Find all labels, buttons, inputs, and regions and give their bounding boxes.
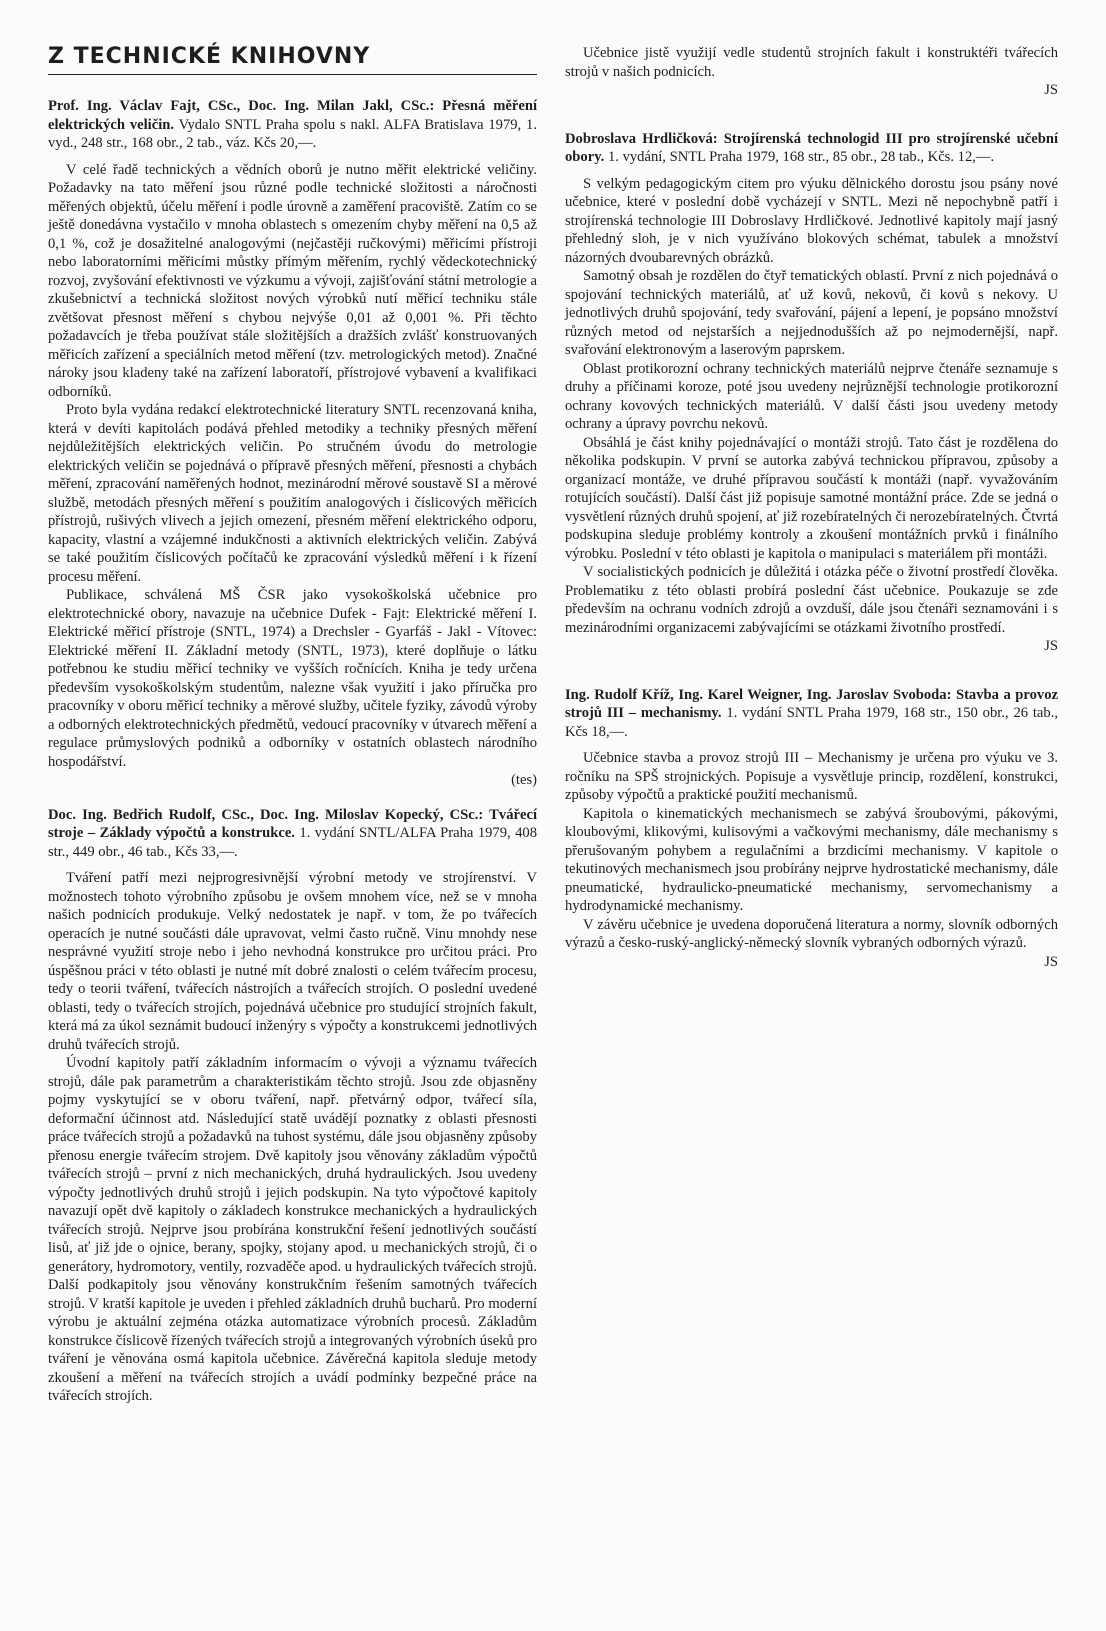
review-4-citation: [565, 686, 1058, 742]
section-heading: Z TECHNICKÉ KNIHOVNY: [48, 44, 537, 75]
review-4-paragraph-1: Učebnice stavba a provoz strojů III – Mechanismy je určena pro výuku ve 3. ročníku na SPŠ strojnických. Popisuje a vysvětluje princip, rozdělení, konstrukci, způsoby výpočtů a praktické použití mechanismů.: [565, 750, 1058, 803]
review-1-citation-publication: Vydalo SNTL Praha spolu s nakl. ALFA Bratislava 1979, 1. vyd., 248 str., 168 obr., 2 tab., váz. Kčs 20,—.: [48, 116, 537, 151]
review-1-paragraph-1: V celé řadě technických a vědních oborů je nutno měřit elektrické veličiny. Požadavky na tato měření jsou různé podle technické složitosti a náročnosti měřených objektů, účelu měření i podle úrovně a zaměření pracoviště. Zatím co se ještě donedávna vystačilo v mnoha oblastech s omezením chyby měření na 0,5 až 0,1 %, což je dosažitelné analogovými (nejčastěji ručkovými) měřicími přístroji nebo laboratorními měřicími můstky přímým měřením, rychlý vědeckotechnický rozvoj, zvyšování efektivnosti ve výzkumu a vývoji, zajišťování státní metrologie a zkušebnictví a technická složitost nových výrobků nutí měřicí techniku stále zvětšovat přesnost měření s chybou nejvýše 0,01 až 0,001 %. Při těchto požadavcích je třeba používat stále složitějších a dražších zvlášť konstruovaných měřicích zařízení a speciálních metod měření (tzv. metrologických metod). Značné nároky jsou kladeny také na zařízení laboratoří, přístrojové vybavení a kvalifikaci odborníků.: [48, 161, 537, 400]
review-4-citation-authors-title: Ing. Rudolf Kříž, Ing. Karel Weigner, Ing. Jaroslav Svoboda: Stavba a provoz strojů III – mechanismy.: [565, 686, 1058, 721]
review-4-signature: JS: [1044, 953, 1058, 970]
review-2-paragraph-2: Úvodní kapitoly patří základním informacím o vývoji a významu tvářecích strojů, dále pak parametrům a charakteristikám těchto strojů. Jsou zde objasněny pojmy vyskytující se v oboru tváření, např. přetvárný odpor, tvářecí síla, deformační účinnost atd. Následující statě uvádějí poznatky z oblasti přesnosti práce tvářecích strojů a požadavků na tuhost systému, dále jsou objasněny způsoby přenosu energie tvářecím strojem. Dvě kapitoly jsou věnovány základům výpočtů tvářecích strojů – první z nich mechanických, druhá hydraulických. Jsou uvedeny výpočty jednotlivých druhů strojů i jejich podskupin. Na tyto výpočtové kapitoly navazují opět dvě kapitoly o základech konstrukce mechanických a hydraulických tvářecích strojů. Nejprve jsou probírána konstrukční řešení jednotlivých součástí lisů, ať již jde o ojnice, berany, spojky, stojany apod. u mechanických strojů, či o generátory, hydromotory, ventily, rozvaděče apod. u hydraulických tvářecích strojů. Další podkapitoly jsou věnovány konstrukčním řešením samotných tvářecích strojů. V kratší kapitole je uveden i přehled základních druhů bucharů. Pro moderní výrobu je aktuální zejména otázka automatizace výrobních procesů. Základům konstrukce číslicově řízených tvářecích strojů a integrovaných výrobních úseků pro tváření je věnována osmá kapitola učebnice. Závěrečná kapitola sleduje metody zkoušení a měření na tvářecích strojích a uvádí podmínky bezpečné práce na tvářecích strojích.: [48, 1055, 537, 1404]
review-3-paragraph-2: Samotný obsah je rozdělen do čtyř tematických oblastí. První z nich pojednává o spojování technických materiálů, ať už kovů, nekovů, či kovů s nekovy. U jednotlivých druhů spojování, tedy svařování, pájení a lepení, je popsáno množství různých metod od nejstarších a nejjednodušších až po nejmodernější, např. svařování elektronovým a laserovým paprskem.: [565, 268, 1058, 358]
review-3-paragraph-1: S velkým pedagogickým citem pro výuku dělnického dorostu jsou psány nové učebnice, které v poslední době vycházejí v SNTL. Mezi ně nepochybně patří i strojírenská technologie III Dobroslavy Hrdličkové. Jednotlivé kapitoly mají jasný přehledný sloh, je v nich využíváno blokových schémat, tabulek a množství názorných dvoubarevných obrázků.: [565, 175, 1058, 266]
review-3-citation-publication: 1. vydání, SNTL Praha 1979, 168 str., 85 obr., 28 tab., Kčs. 12,—.: [604, 149, 995, 165]
review-2-citation: [48, 806, 537, 862]
review-4-paragraph-3: V závěru učebnice je uvedena doporučená literatura a normy, slovník odborných výrazů a česko-ruský-anglický-německý slovník vybraných odborných výrazů.: [565, 916, 1058, 951]
review-1-signature: (tes): [511, 772, 537, 788]
review-4-citation-publication: 1. vydání SNTL Praha 1979, 168 str., 150 obr., 26 tab., Kčs 18,—.: [565, 705, 1058, 740]
left-column: [48, 44, 537, 1611]
review-3-paragraph-5: V socialistických podnicích je důležitá i otázka péče o životní prostředí člověka. Problematiku z této oblasti probírá poslední část učebnice. Poukazuje se zde především na ochranu vodních zdrojů a ovzduší, dále jsou čtenáři seznamováni i s mezinárodními organizacemi zabývajícími se otázkami životního prostředí.: [565, 564, 1058, 636]
review-2-paragraph-1: Tváření patří mezi nejprogresivnější výrobní metody ve strojírenství. V možnostech tohoto výrobního způsobu je ovšem mnohem více, než se v mnoha našich podnicích produkuje. Velký nedostatek je např. v tom, že po tvářecích operacích je nutné součásti dále upravovat, velmi často ručně. Vinu mnohdy nese nesprávné využití stroje nebo i jeho nevhodná konstrukce pro určitou práci. Pro úspěšnou práci v této oblasti je nutné mít dobré znalosti o celém tvářecím procesu, tedy o teorii tváření, tvářecích nástrojích a tvářecích strojích. O poslední uvedené oblasti, tedy o tvářecích strojích, pojednává učebnice pro studující strojních fakult, která má za úkol seznámit budoucí inženýry s výpočty a konstrukcemi jednotlivých druhů tvářecích strojů.: [48, 870, 537, 1053]
review-1-citation-authors-title: Prof. Ing. Václav Fajt, CSc., Doc. Ing. Milan Jakl, CSc.: Přesná měření elektrických veličin.: [48, 98, 537, 133]
review-1-citation: [48, 97, 537, 153]
review-3-paragraph-4: Obsáhlá je část knihy pojednávající o montáži strojů. Tato část je rozdělena do několika podskupin. V první se autorka zabývá technickou přípravou, způsoby a organizací montáže, ve druhé přípravou součástí k montáži (např. vyvažováním rotujících součástí). Další část již popisuje samotné montážní práce. Zde se jedná o vysvětlení různých druhů spojení, ať již rozebíratelných či nerozebíratelných. Čtvrtá podskupina sleduje problémy kontroly a zkoušení montážních prvků i finálního výrobku. Poslední v této oblasti je kapitola o manipulaci s materiálem při montáži.: [565, 434, 1058, 562]
right-column: [565, 44, 1058, 1611]
review-4-paragraph-2: Kapitola o kinematických mechanismech se zabývá šroubovými, pákovými, kloubovými, klikovými, kulisovými a vačkovými mechanismy, dále mechanismy s přerušovaným pohybem a regulačními a brzdicími mechanismy. V kapitole o tekutinových mechanismech jsou probírány nejprve hydrostatické mechanismy, dále pneumatické, hydraulicko-pneumatické mechanismy, servomechanismy a hydrodynamické mechanismy.: [565, 805, 1058, 914]
review-1-paragraph-2: Proto byla vydána redakcí elektrotechnické literatury SNTL recenzovaná kniha, která v devíti kapitolách podává přehled metodiky a techniky přesných měření nejdůležitějších elektrických veličin. Po stručném úvodu do metrologie elektrických veličin se pojednává o přípravě přesných měření, přesnosti a chybách měření, zpracování naměřených hodnot, mezinárodní měrové soustavě SI a měrové službě, metodách přesných měření s použitím analogových i číslicových měřicích přístrojů, rušivých vlivech a jejich omezení, přesném měření elektrického odporu, kapacity, vlastní a vzájemné indukčnosti a aktivních elektrických veličin. Zabývá se také použitím číslicových počítačů ke zpracování výsledků měření i k řízení procesu měření.: [48, 402, 537, 585]
review-2-signature: JS: [1044, 82, 1058, 98]
review-1-paragraph-3: Publikace, schválená MŠ ČSR jako vysokoškolská učebnice pro elektrotechnické obory, navazuje na učebnice Dufek - Fajt: Elektrické měření I. Elektrické měřicí přístroje (SNTL, 1974) a Drechsler - Gyarfáš - Jakl - Vítovec: Elektrické měření II. Základní metody (SNTL, 1973), které doplňuje o látku potřebnou ke studiu měřicí techniky ve vyšších ročnících. Kniha je tedy určena především vysokoškolským studentům, nalezne však využití i jako příručka pro pracovníky v oboru měřicí techniky a měrové služby, učitele fyziky, závodů výroby a odborných elektrotechnických předmětů, vedoucí pracovníky v útvarech měření a regulace průmyslových podniků a odborníky v ostatních oblastech národního hospodářství.: [48, 587, 537, 770]
review-3-paragraph-3: Oblast protikorozní ochrany technických materiálů nejprve čtenáře seznamuje s druhy a příčinami koroze, poté jsou uvedeny nejrůznější technologie protikorozní ochrany kovových technických materiálů. V další části jsou uvedeny metody ochrany a úpravy povrchu nekovů.: [565, 360, 1058, 432]
review-3-citation-authors-title: Dobroslava Hrdličková: Strojírenská technologid III pro strojírenské učební obory.: [565, 130, 1058, 165]
review-2-paragraph-3: Učebnice jistě využijí vedle studentů strojních fakult i konstruktéři tvářecích strojů v našich podnicích.: [565, 45, 1058, 80]
review-2-citation-authors-title: Doc. Ing. Bedřich Rudolf, CSc., Doc. Ing. Miloslav Kopecký, CSc.: Tvářecí stroje – Základy výpočtů a konstrukce.: [48, 806, 537, 841]
review-3-citation: [565, 130, 1058, 167]
review-2-citation-publication: 1. vydání SNTL/ALFA Praha 1979, 408 str., 449 obr., 46 tab., Kčs 33,—.: [48, 825, 537, 860]
review-3-signature: JS: [1044, 638, 1058, 654]
